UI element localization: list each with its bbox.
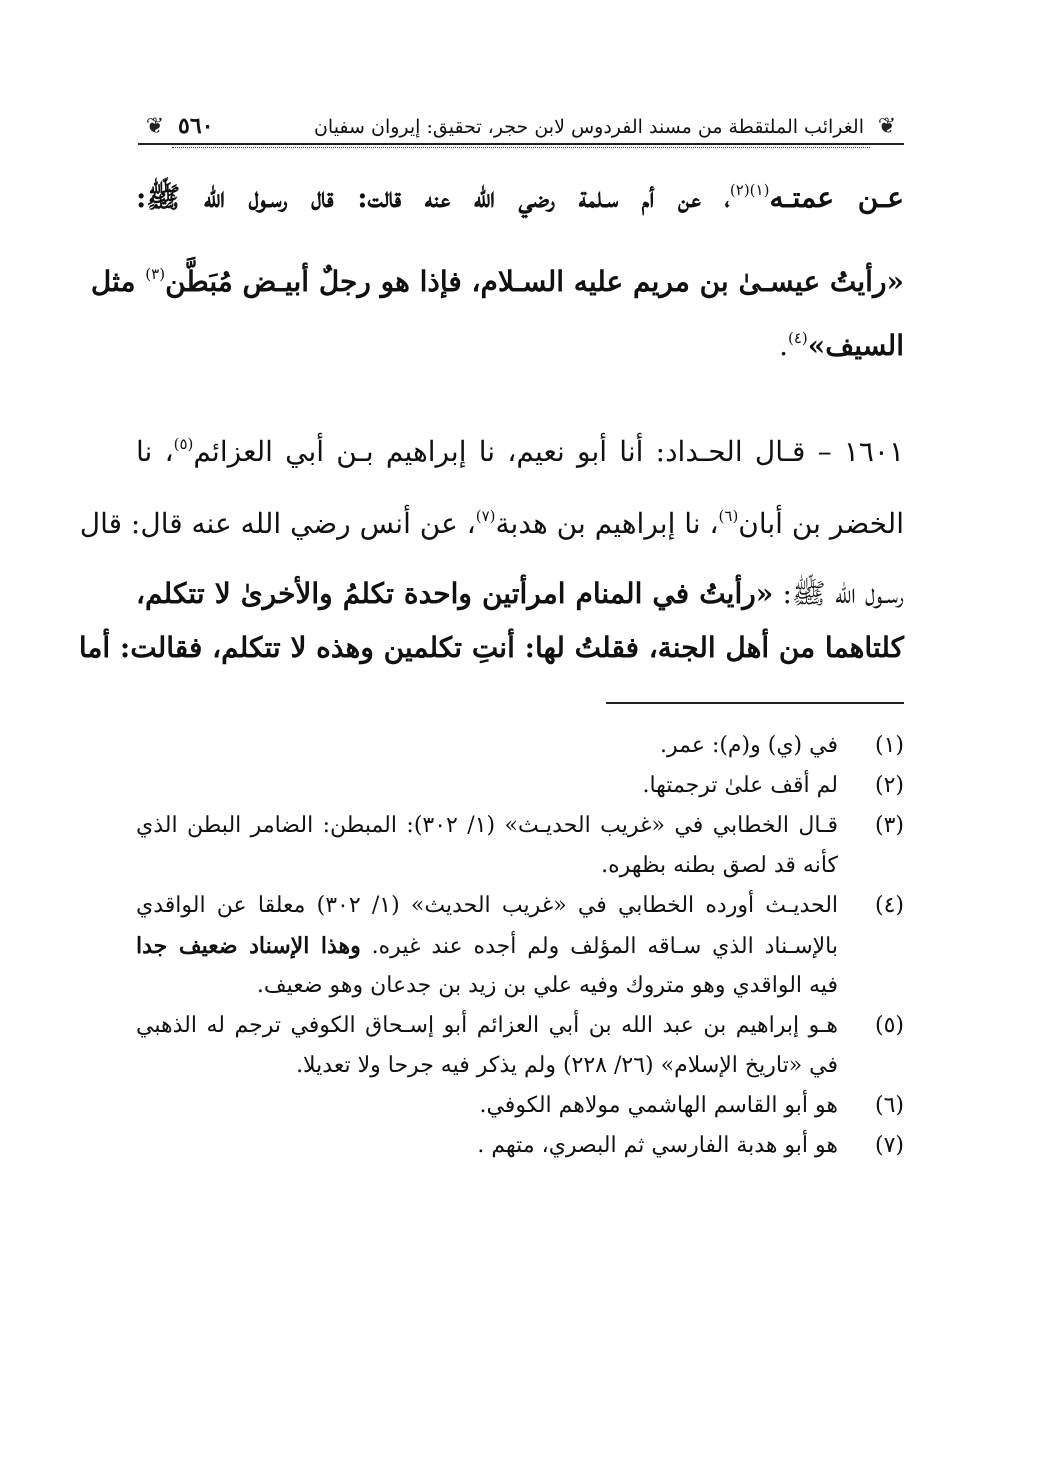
- running-header: [138, 112, 904, 144]
- footnote-separator: [606, 702, 904, 704]
- hadith-1601-line-4: كلتاهما من أهل الجنة، فقلتُ لها: أنتِ تكلمين وهذه لا تتكلم، فقالت: أما: [78, 631, 904, 664]
- hadith-1601-line-1: ١٦٠١ – قـال الحـداد: أنا أبو نعيم، نا إبراهيم بـن أبي العزائم$^{(٥)}$، نا: [136, 435, 904, 468]
- footnote-1: (١) في (ي) و(م): عمر.: [659, 733, 904, 758]
- hadith-1601-line-2: الخضر بن أبان$^{(٦)}$، نا إبراهيم بن هدبة$^{(٧)}$، عن أنس رضي الله عنه قال: قال: [79, 507, 904, 540]
- footnote-7: (٧) هو أبو هدبة الفارسي ثم البصري، متهم .: [477, 1133, 904, 1158]
- text-line-1: عـن عمتـه$^{(١)(٢)}$، عن أم سـلمة رضي الله عنه قالت: قال رسـول الله ﷺ:: [136, 181, 904, 214]
- footnote-2: (٢) لم أقف علىٰ ترجمتها.: [642, 773, 904, 798]
- page-number: ٥٦٠: [178, 113, 214, 139]
- hadith-1601-line-3: رسـول الله ﷺ: «رأيتُ في المنام امرأتين واحدة تكلمُ والأخرىٰ لا تتكلم،: [136, 577, 904, 610]
- footnote-6: (٦) هو أبو القاسم الهاشمي مولاهم الكوفي.: [479, 1093, 904, 1118]
- text-line-2: «رأيتُ عيسـىٰ بن مريم عليه السـلام، فإذا هو رجلٌ أبيـض مُبَطَّن$^{(٣)}$ مثل: [90, 265, 904, 298]
- footnotes: [136, 726, 904, 1166]
- ornament-right-icon: ❦: [877, 114, 897, 139]
- header-rule: [138, 143, 904, 145]
- ornament-left-icon: ❦: [145, 114, 165, 139]
- text-line-3: السيف»$^{(٤)}$.: [779, 329, 904, 362]
- footnote-3: (٣) قـال الخطابي في «غريب الحديـث» (١/ ٣٠٢): المبطن: الضامر البطن الذي كأنه قد لصق بطنه بظهره.: [136, 813, 904, 878]
- footnote-5: (٥) هـو إبراهيم بن عبد الله بن أبي العزائم أبو إسـحاق الكوفي ترجم له الذهبي في «تاريخ الإسلام» (٢٦/ ٢٢٨) ولم يذكر فيه جرحا ولا تعديلا.: [136, 1013, 904, 1078]
- header-title: الغرائب الملتقطة من مسند الفردوس لابن حجر، تحقيق: إيروان سفيان: [313, 116, 864, 138]
- header-dotted-rule: [172, 147, 870, 148]
- footnote-4: (٤) الحديـث أورده الخطابي في «غريب الحديث» (١/ ٣٠٢) معلقا عن الواقدي بالإسـناد الذي سـاقه المؤلف ولم أجده عند غيره. وهذا الإسناد ضعيف جدا فيه الواقدي وهو متروك وفيه علي بن زيد بن جدعان وهو ضعيف.: [136, 893, 904, 998]
